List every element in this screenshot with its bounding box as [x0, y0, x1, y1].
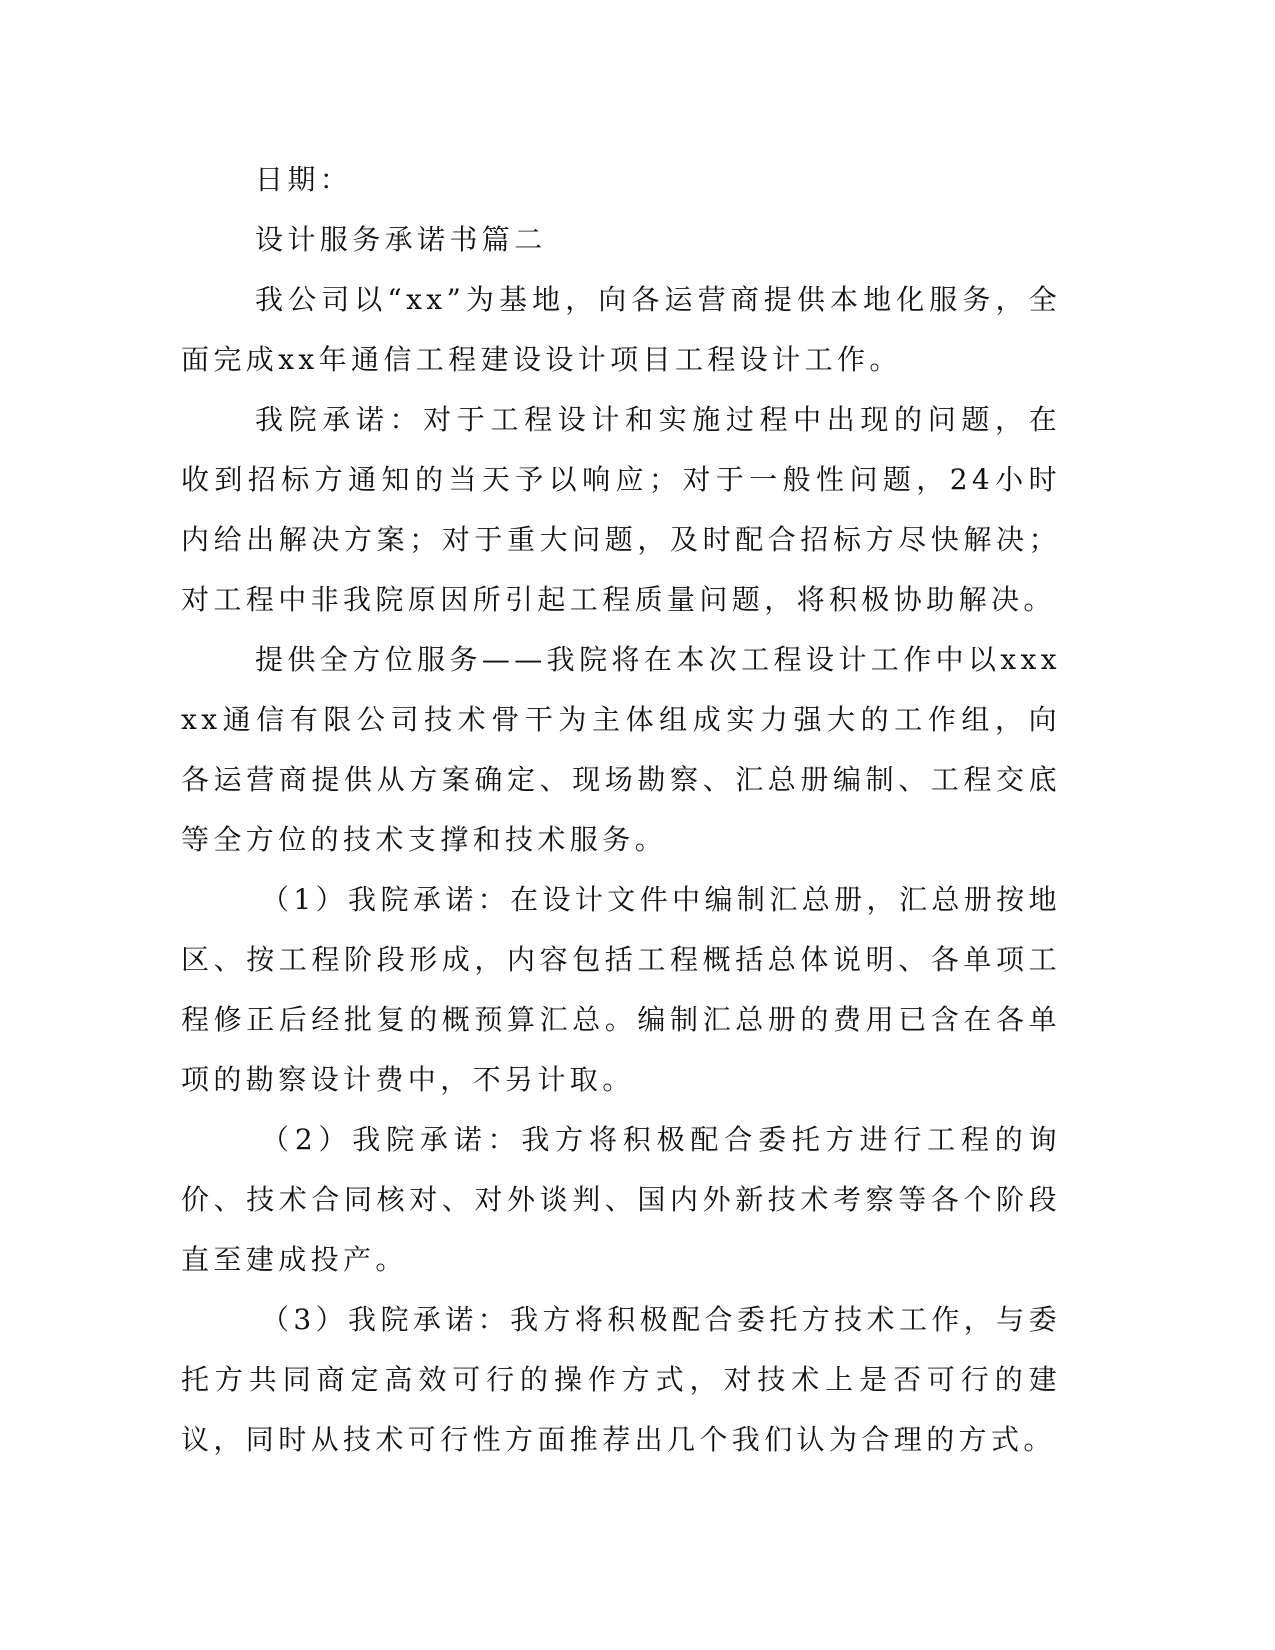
paragraph-full-service: 提供全方位服务——我院将在本次工程设计工作中以xxxxx通信有限公司技术骨干为主体组成实力强大的工作组，向各运营商提供从方案确定、现场勘察、汇总册编制、工程交底等全方位的技术支撑和技术服务。	[181, 643, 1061, 856]
date-label: 日期：	[255, 163, 353, 196]
paragraph-response-commitment: 我院承诺：对于工程设计和实施过程中出现的问题，在收到招标方通知的当天予以响应；对于一般性问题，24小时内给出解决方案；对于重大问题，及时配合招标方尽快解决；对工程中非我院原因所引起工程质量问题，将积极协助解决。	[181, 403, 1061, 616]
section-title: 设计服务承诺书篇二	[255, 223, 547, 256]
document-body	[181, 150, 1061, 1470]
paragraph-commitment-2: （2）我院承诺：我方将积极配合委托方进行工程的询价、技术合同核对、对外谈判、国内外新技术考察等各个阶段直至建成投产。	[181, 1123, 1061, 1276]
paragraph-commitment-1: （1）我院承诺：在设计文件中编制汇总册，汇总册按地区、按工程阶段形成，内容包括工程概括总体说明、各单项工程修正后经批复的概预算汇总。编制汇总册的费用已含在各单项的勘察设计费中，不另计取。	[181, 883, 1061, 1096]
paragraph-commitment-3: （3）我院承诺：我方将积极配合委托方技术工作，与委托方共同商定高效可行的操作方式，对技术上是否可行的建议，同时从技术可行性方面推荐出几个我们认为合理的方式。	[181, 1303, 1061, 1456]
paragraph-base-intro: 我公司以“xx”为基地，向各运营商提供本地化服务，全面完成xx年通信工程建设设计项目工程设计工作。	[181, 283, 1061, 376]
